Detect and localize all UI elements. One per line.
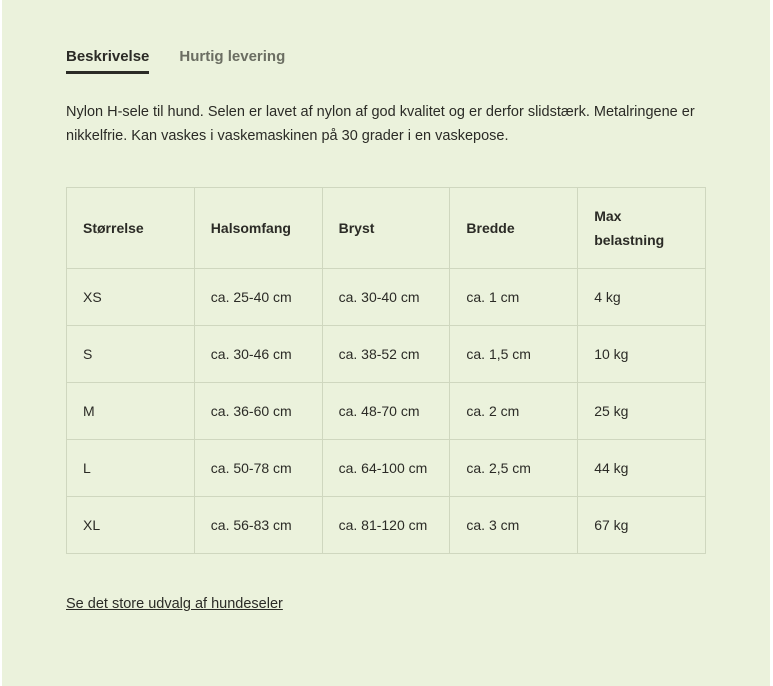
table-header-row [67, 188, 706, 269]
table-cell: ca. 3 cm [450, 497, 578, 554]
table-cell: ca. 56-83 cm [194, 497, 322, 554]
table-row [67, 326, 706, 383]
table-cell: ca. 30-40 cm [322, 269, 450, 326]
table-cell: S [67, 326, 195, 383]
tab-beskrivelse[interactable]: Beskrivelse [66, 48, 149, 74]
table-cell: L [67, 440, 195, 497]
table-row [67, 269, 706, 326]
table-cell: ca. 1,5 cm [450, 326, 578, 383]
table-row [67, 383, 706, 440]
product-info-panel [2, 0, 770, 686]
table-cell: ca. 81-120 cm [322, 497, 450, 554]
table-cell: XL [67, 497, 195, 554]
table-cell: ca. 50-78 cm [194, 440, 322, 497]
table-cell: XS [67, 269, 195, 326]
header-chest: Bryst [322, 188, 450, 269]
table-cell: ca. 38-52 cm [322, 326, 450, 383]
table-cell: M [67, 383, 195, 440]
table-row [67, 440, 706, 497]
header-max-load: Max belastning [578, 188, 706, 269]
table-cell: ca. 30-46 cm [194, 326, 322, 383]
table-cell: ca. 64-100 cm [322, 440, 450, 497]
tab-bar [66, 48, 285, 74]
header-size: Størrelse [67, 188, 195, 269]
table-cell: 10 kg [578, 326, 706, 383]
table-cell: 4 kg [578, 269, 706, 326]
tab-hurtig-levering[interactable]: Hurtig levering [179, 48, 286, 65]
table-cell: ca. 2,5 cm [450, 440, 578, 497]
header-neck: Halsomfang [194, 188, 322, 269]
table-row [67, 497, 706, 554]
table-cell: ca. 1 cm [450, 269, 578, 326]
table-cell: ca. 36-60 cm [194, 383, 322, 440]
table-cell: ca. 2 cm [450, 383, 578, 440]
size-table [66, 187, 706, 554]
table-cell: 67 kg [578, 497, 706, 554]
table-cell: ca. 48-70 cm [322, 383, 450, 440]
header-width: Bredde [450, 188, 578, 269]
product-description: Nylon H-sele til hund. Selen er lavet af nylon af god kvalitet og er derfor slidstærk. Metalringene er nikkelfrie. Kan vaskes i vaskemaskinen på 30 grader i en vaskepose. [66, 104, 695, 144]
table-cell: ca. 25-40 cm [194, 269, 322, 326]
harness-range-link[interactable]: Se det store udvalg af hundeseler [66, 596, 283, 612]
table-cell: 25 kg [578, 383, 706, 440]
table-cell: 44 kg [578, 440, 706, 497]
